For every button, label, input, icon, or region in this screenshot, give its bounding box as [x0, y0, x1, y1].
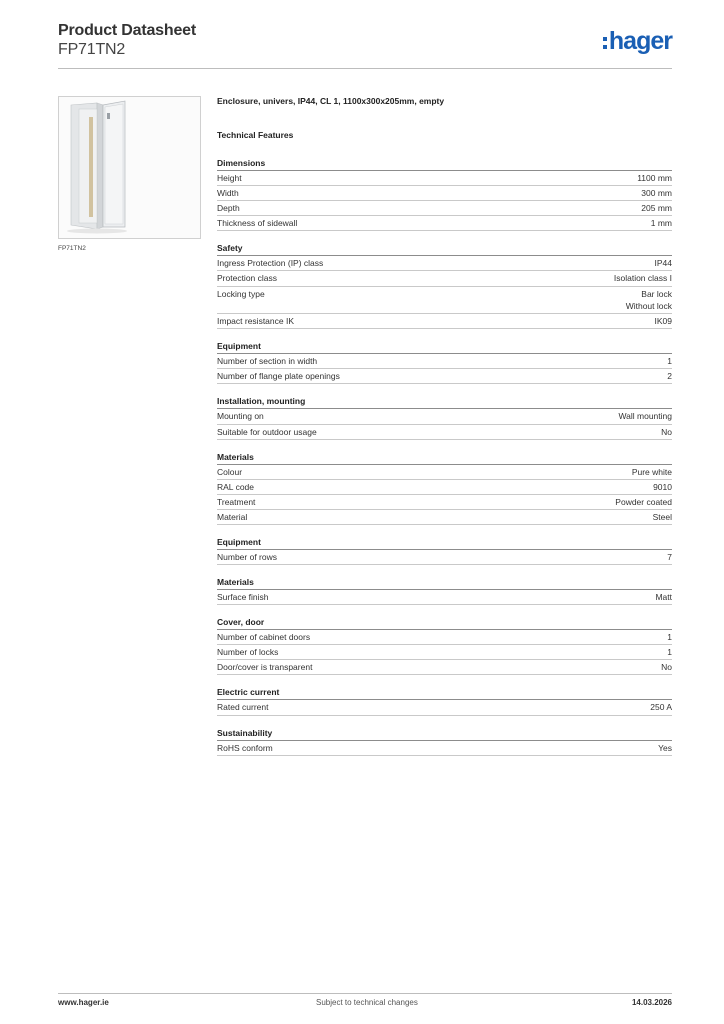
- feature-value: 300 mm: [641, 188, 672, 199]
- feature-label: Height: [217, 173, 242, 183]
- logo-text: hager: [608, 26, 672, 55]
- feature-value: 1 mm: [650, 218, 672, 229]
- section-title: Safety: [217, 243, 672, 256]
- section-title: Installation, mounting: [217, 396, 672, 409]
- enclosure-image-icon: [59, 97, 200, 238]
- feature-row: [217, 480, 672, 495]
- feature-row: [217, 256, 672, 271]
- feature-label: Width: [217, 188, 239, 199]
- feature-value: Yes: [658, 742, 672, 753]
- document-title: Product Datasheet: [58, 22, 196, 39]
- feature-row: [217, 741, 672, 756]
- feature-value: 1: [667, 632, 672, 643]
- feature-section: [217, 537, 672, 565]
- product-image-caption: FP71TN2: [58, 245, 86, 252]
- feature-label: Number of cabinet doors: [217, 632, 311, 643]
- feature-label: Material: [217, 511, 248, 522]
- feature-value: 1: [667, 356, 672, 367]
- feature-value: 250 A: [650, 702, 672, 713]
- feature-label: Surface finish: [217, 592, 269, 603]
- feature-sections: [217, 158, 672, 756]
- feature-label: Treatment: [217, 496, 256, 507]
- feature-value: 1100 mm: [637, 173, 672, 183]
- feature-value: No: [661, 426, 672, 437]
- feature-label: Thickness of sidewall: [217, 218, 298, 229]
- header-divider: [58, 68, 672, 69]
- feature-row: [217, 271, 672, 286]
- product-description: Enclosure, univers, IP44, CL 1, 1100x300x205mm, empty: [217, 96, 445, 106]
- feature-label: Mounting on: [217, 411, 264, 422]
- feature-value: Pure white: [631, 466, 672, 477]
- feature-label: Number of flange plate openings: [217, 371, 340, 382]
- feature-label: RAL code: [217, 481, 255, 492]
- page-header: [58, 20, 672, 68]
- footer-website[interactable]: www.hager.ie: [58, 998, 109, 1007]
- feature-value: 9010: [653, 481, 672, 492]
- datasheet-content: [217, 96, 672, 756]
- hager-logo: [603, 26, 672, 56]
- feature-section: [217, 617, 672, 675]
- product-code: FP71TN2: [58, 41, 126, 58]
- feature-label: Door/cover is transparent: [217, 662, 313, 673]
- feature-row: [217, 425, 672, 440]
- footer-note: Subject to technical changes: [316, 998, 418, 1007]
- section-title: Equipment: [217, 341, 672, 354]
- feature-row: [217, 590, 672, 605]
- section-title: Electric current: [217, 687, 672, 700]
- feature-row: [217, 510, 672, 525]
- feature-section: [217, 687, 672, 715]
- footer-divider: [58, 993, 672, 994]
- feature-row: [217, 630, 672, 645]
- feature-row: [217, 201, 672, 216]
- feature-value: Matt: [655, 592, 672, 603]
- feature-section: [217, 728, 672, 756]
- feature-row: [217, 314, 672, 329]
- feature-label: Depth: [217, 203, 240, 214]
- page-footer: [58, 998, 672, 1012]
- feature-section: [217, 396, 672, 439]
- feature-value: IP44: [654, 258, 672, 269]
- feature-row: [217, 495, 672, 510]
- feature-value: Isolation class I: [613, 273, 672, 284]
- feature-row: [217, 186, 672, 201]
- feature-label: Locking type: [217, 288, 265, 299]
- feature-value: 7: [667, 552, 672, 562]
- feature-row: [217, 465, 672, 480]
- feature-row: [217, 369, 672, 384]
- feature-label: Impact resistance IK: [217, 316, 295, 327]
- feature-label: Protection class: [217, 273, 277, 284]
- section-title: Materials: [217, 577, 672, 590]
- section-title: Dimensions: [217, 158, 672, 171]
- feature-label: RoHS conform: [217, 742, 273, 753]
- section-title: Cover, door: [217, 617, 672, 630]
- feature-value: 2: [667, 371, 672, 382]
- feature-section: [217, 577, 672, 605]
- feature-row: [217, 287, 672, 315]
- feature-value: Wall mounting: [618, 411, 672, 422]
- feature-row: [217, 700, 672, 715]
- feature-row: [217, 171, 672, 186]
- feature-label: Suitable for outdoor usage: [217, 426, 317, 437]
- product-image: [58, 96, 201, 239]
- feature-label: Colour: [217, 466, 243, 477]
- feature-value: 1: [667, 647, 672, 658]
- feature-label: Rated current: [217, 702, 269, 713]
- feature-value: IK09: [654, 316, 672, 327]
- footer-date: 14.03.2026: [631, 998, 672, 1007]
- feature-section: [217, 341, 672, 384]
- feature-value: Bar lock Without lock: [625, 288, 672, 312]
- section-title: Sustainability: [217, 728, 672, 741]
- feature-value: 205 mm: [641, 203, 672, 214]
- feature-section: [217, 243, 672, 329]
- feature-row: [217, 354, 672, 369]
- section-title: Materials: [217, 452, 672, 465]
- feature-value: Steel: [652, 511, 672, 522]
- feature-row: [217, 550, 672, 565]
- feature-section: [217, 158, 672, 231]
- technical-features-heading: Technical Features: [217, 130, 294, 140]
- feature-label: Number of section in width: [217, 356, 318, 367]
- feature-row: [217, 660, 672, 675]
- feature-section: [217, 452, 672, 525]
- feature-row: [217, 216, 672, 231]
- section-title: Equipment: [217, 537, 672, 550]
- feature-label: Number of rows: [217, 552, 277, 562]
- feature-value: Powder coated: [615, 496, 672, 507]
- feature-label: Ingress Protection (IP) class: [217, 258, 324, 269]
- logo-dots-icon: [603, 37, 607, 49]
- feature-row: [217, 645, 672, 660]
- feature-label: Number of locks: [217, 647, 279, 658]
- feature-value: No: [661, 662, 672, 673]
- feature-row: [217, 409, 672, 424]
